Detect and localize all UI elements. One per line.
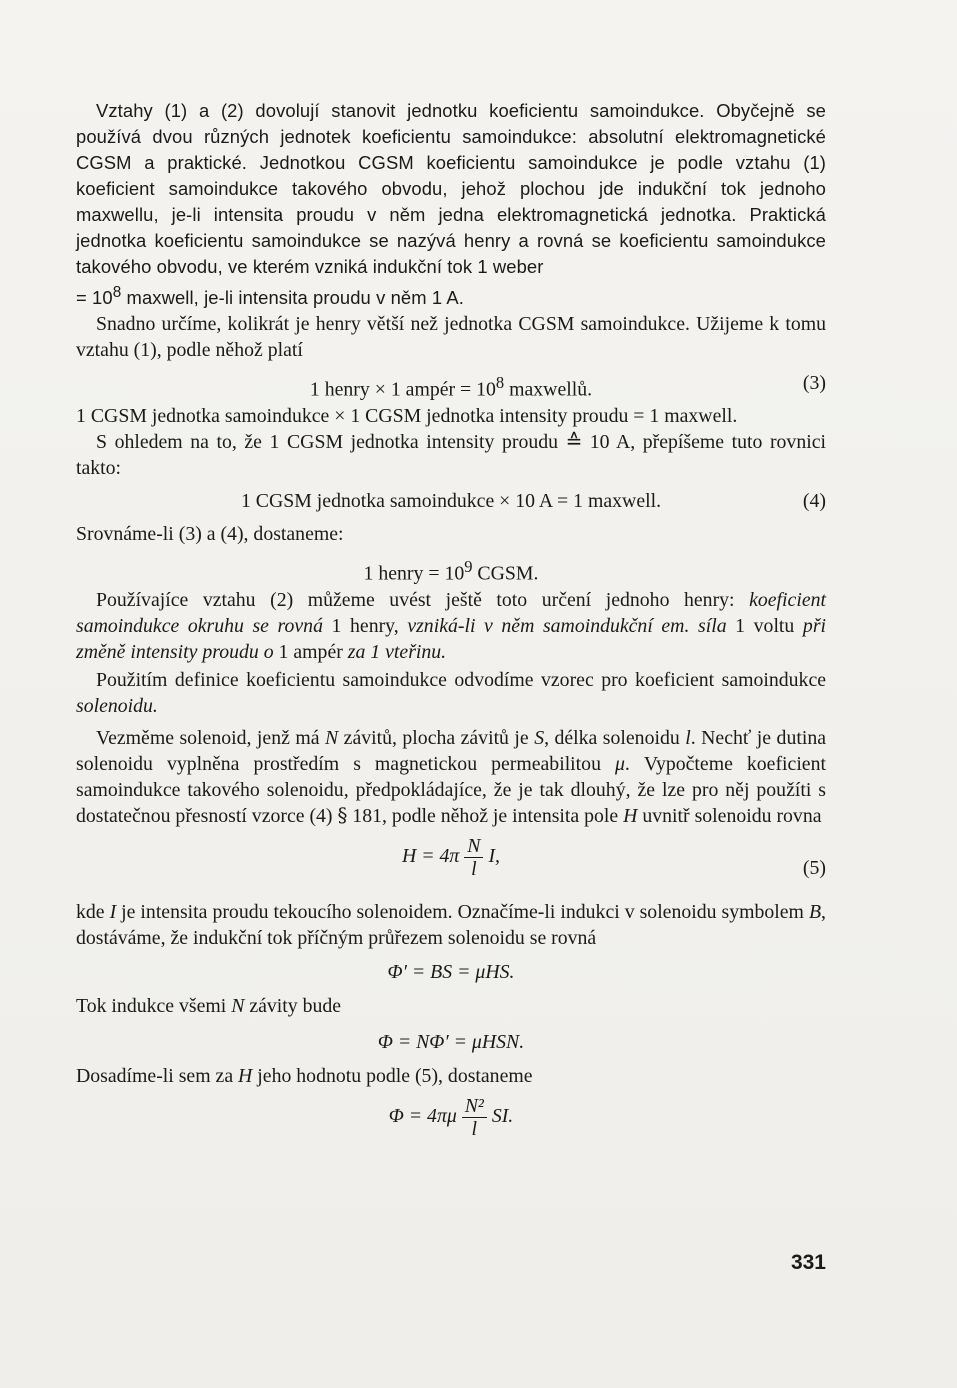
text-run: . Vypočteme koeficient samoindukce takového solenoidu, předpokládajíce, že je tak dlouhý, že lze pro něj použíti s dostatečnou přesností vzorce (4) — [76, 753, 826, 828]
text-run: Vezměme solenoid, jenž má — [96, 727, 325, 750]
italic-run: vzniká-li v něm samoindukční em. síla — [407, 615, 727, 638]
text-run: uvnitř solenoidu rovna — [637, 805, 822, 828]
symbol-B: B — [808, 901, 822, 924]
text-run: , dostáváme, že indukční tok příčným průřezem solenoidu se rovná — [76, 901, 826, 950]
symbol-l: l — [685, 727, 691, 750]
equation-flux-single-body: Φ′ = BS = μHS. — [387, 961, 515, 984]
text-run: kde — [76, 901, 110, 924]
fraction-denominator: l — [471, 1118, 478, 1141]
equation-final-rhs: SI. — [491, 1105, 514, 1128]
equation-henry — [76, 554, 826, 585]
symbol-N: N — [231, 995, 245, 1018]
exponent: 8 — [495, 373, 505, 393]
equation-flux-total-body: Φ = NΦ′ = μHSN. — [377, 1031, 525, 1054]
equation-final — [76, 1095, 826, 1151]
paragraph-compare-3-4: Srovnáme-li (3) a (4), dostaneme: — [76, 523, 344, 546]
equation-3-lhs: 1 henry × 1 ampér = 10 — [309, 378, 496, 401]
paragraph-compare: Snadno určíme, kolikrát je henry větší než jednotka CGSM samoindukce. Užijeme k tomu vztahu (1), podle něhož platí — [76, 313, 826, 362]
fraction — [462, 1095, 487, 1140]
symbol-S: S — [534, 727, 545, 750]
text-run: 181, podle něhož je intensita pole — [347, 805, 624, 828]
text-run: Dosadíme-li sem za — [76, 1065, 239, 1088]
text-run: , délka solenoidu — [544, 727, 686, 750]
fraction-numerator: N — [464, 835, 483, 858]
equation-number: (5) — [802, 857, 826, 880]
units-tail-a: = 10 — [76, 287, 113, 309]
text-run: 1 voltu — [726, 615, 803, 638]
paragraph-cgsm: 1 CGSM jednotka samoindukce × 1 CGSM jednotka intensity proudu = 1 maxwell. — [76, 405, 738, 428]
paragraph-total-flux — [76, 993, 826, 1019]
equation-4-body: 1 CGSM jednotka samoindukce × 10 A = 1 maxwell. — [240, 490, 662, 513]
exponent: 9 — [464, 557, 473, 577]
text-run: závity bude — [244, 995, 342, 1018]
paragraph-induction — [76, 899, 826, 951]
equation-flux-total — [76, 1029, 826, 1055]
italic-run: při změně intensity proudu o — [76, 615, 827, 664]
text-run: 1 ampér — [273, 641, 348, 664]
page-text — [76, 98, 826, 1159]
exponent: 8 — [112, 284, 122, 301]
equation-5 — [76, 835, 826, 891]
paragraph-rewrite: S ohledem na to, že 1 CGSM jednotka intensity proudu ≙ 10 A, přepíšeme tuto rovnici takto: — [76, 431, 826, 480]
units-tail-b: maxwell, je-li intensita proudu v něm 1 A. — [121, 287, 464, 309]
symbol-mu: μ — [614, 753, 625, 776]
italic-run: za 1 vteřinu. — [347, 641, 447, 664]
equation-final-body — [76, 1095, 826, 1140]
text-run: . Nechť je dutina solenoidu vyplněna prostředím s magnetickou permeabilitou — [76, 727, 826, 776]
italic-run: solenoidu. — [76, 695, 158, 718]
equation-flux-single — [76, 959, 826, 985]
equation-3 — [76, 370, 826, 401]
paragraph-solenoid — [76, 725, 826, 829]
equation-henry-rhs: CGSM. — [472, 562, 539, 585]
paragraph-henry-definition — [76, 587, 826, 665]
text-run: Používajíce vztahu (2) můžeme uvést ještě toto určení jednoho henry: — [96, 589, 750, 612]
equation-4 — [76, 488, 826, 514]
equation-henry-lhs: 1 henry = 10 — [363, 562, 465, 585]
symbol-H: H — [623, 805, 638, 828]
paragraph-solenoid-intro — [76, 667, 826, 719]
paragraph-substitute — [76, 1063, 826, 1089]
equation-5-lhs: H = 4π — [402, 845, 460, 868]
fraction-numerator: N² — [462, 1095, 487, 1118]
section-sign: § — [337, 804, 348, 828]
equation-henry-body — [364, 554, 539, 587]
text-run: Použitím definice koeficientu samoindukce odvodíme vzorec pro koeficient samoindukce — [96, 669, 826, 692]
text-run: Tok indukce všemi — [76, 995, 232, 1018]
equation-5-rhs: I, — [488, 845, 500, 868]
equation-number: (3) — [802, 372, 826, 395]
equation-final-lhs: Φ = 4πμ — [388, 1105, 457, 1128]
fraction-denominator: l — [471, 858, 477, 881]
symbol-N: N — [324, 727, 339, 750]
page-number: 331 — [790, 1251, 826, 1274]
symbol-H: H — [238, 1065, 253, 1088]
italic-run: koeficient samoindukce okruhu se rovná — [76, 589, 826, 638]
text-run: jeho hodnotu podle (5), dostaneme — [252, 1065, 533, 1088]
paragraph-units — [76, 98, 826, 311]
text-run: 1 henry, — [322, 615, 408, 638]
fraction — [464, 835, 483, 880]
equation-number: (4) — [802, 490, 826, 513]
text-run: závitů, plocha závitů je — [338, 727, 535, 750]
text-run: je intensita proudu tekoucího solenoidem. Označíme-li indukci v solenoidu symbolem — [116, 901, 809, 924]
equation-5-body — [76, 835, 826, 880]
symbol-I: I — [109, 901, 117, 924]
paragraph-units-text: Vztahy (1) a (2) dovolují stanovit jednotku koeficientu samoindukce. Obyčejně se používá dvou různých jednotek koeficientu samoindukce: absolutní elektromagnetické CGSM a praktické. Jednotkou CGSM koeficientu samoindukce je podle vztahu (1) koeficient samoindukce takového obvodu, jehož plochou jde indukční tok jednoho maxwellu, je-li intensita proudu v něm jedna elektromagnetická jednotka. Praktická jednotka koeficientu samoindukce se nazývá henry a rovná se koeficientu samoindukce takového obvodu, ve kterém vzniká indukční tok 1 weber — [76, 100, 826, 277]
equation-3-body — [310, 370, 592, 403]
equation-3-rhs: maxwellů. — [504, 378, 593, 401]
